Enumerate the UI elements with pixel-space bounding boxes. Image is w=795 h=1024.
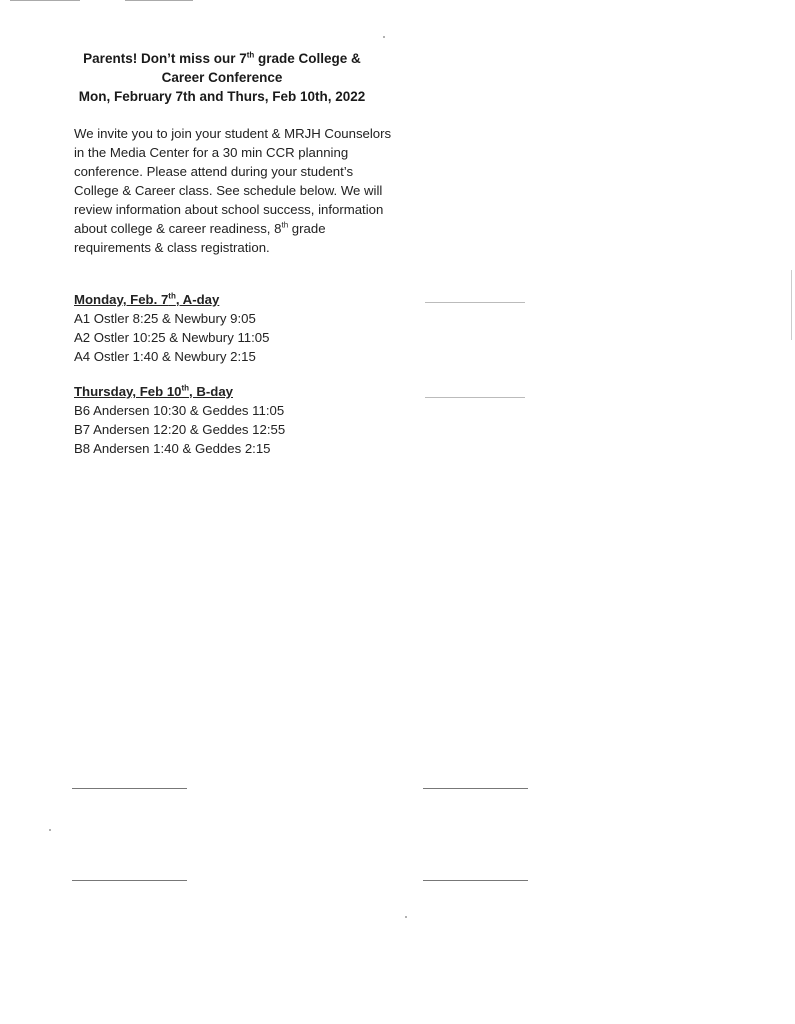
schedule-row: A2 Ostler 10:25 & Newbury 11:05 (74, 330, 270, 345)
scan-speck (383, 36, 385, 38)
monday-schedule (74, 290, 374, 366)
thursday-heading: Thursday, Feb 10th, B-day (74, 383, 234, 399)
blank-line (423, 880, 528, 881)
scan-edge-line (791, 270, 792, 340)
blank-line (72, 880, 187, 881)
schedule-row: A4 Ostler 1:40 & Newbury 2:15 (74, 349, 256, 364)
blank-line (72, 788, 187, 789)
thursday-schedule (74, 382, 374, 458)
blank-line (423, 788, 528, 789)
title-line2: Career Conference (161, 70, 283, 85)
blank-line (425, 397, 525, 398)
scan-mark (10, 0, 80, 1)
schedule-row: B8 Andersen 1:40 & Geddes 2:15 (74, 441, 271, 456)
scan-mark (125, 0, 193, 1)
flyer-title (62, 49, 382, 106)
schedule-row: B7 Andersen 12:20 & Geddes 12:55 (74, 422, 286, 437)
intro-paragraph: We invite you to join your student & MRJH Counselors in the Media Center for a 30 min CCR planning conference. Please attend during your student’s College & Career class. See schedule below. We will review information about school success, information about college & career readiness, 8th grade requirements & class registration. (74, 126, 392, 255)
monday-heading: Monday, Feb. 7th, A-day (74, 291, 220, 307)
scan-speck (49, 829, 51, 831)
schedule-row: A1 Ostler 8:25 & Newbury 9:05 (74, 311, 256, 326)
schedule-row: B6 Andersen 10:30 & Geddes 11:05 (74, 403, 285, 418)
title-line3: Mon, February 7th and Thurs, Feb 10th, 2022 (78, 89, 366, 104)
scan-speck (405, 916, 407, 918)
blank-line (425, 302, 525, 303)
title-line1: Parents! Don’t miss our 7th grade College & (83, 50, 361, 66)
